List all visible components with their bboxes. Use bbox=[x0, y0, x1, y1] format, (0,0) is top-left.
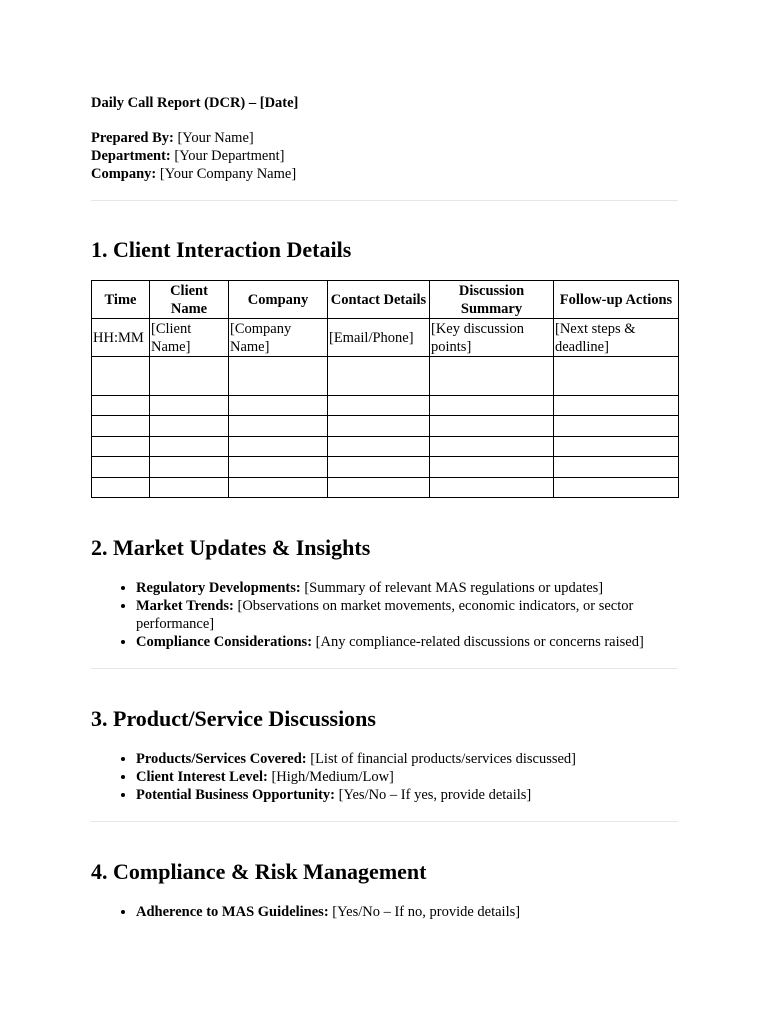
prepared-by-value: [Your Name] bbox=[177, 130, 254, 146]
table-cell bbox=[150, 416, 229, 437]
report-metadata bbox=[91, 129, 678, 183]
prepared-by-line bbox=[91, 129, 678, 147]
list-item-label: Regulatory Developments: bbox=[136, 580, 301, 596]
section-divider bbox=[91, 821, 678, 822]
table-cell bbox=[229, 437, 328, 457]
table-cell bbox=[92, 437, 150, 457]
table-cell-company: [Company Name] bbox=[229, 319, 328, 357]
table-cell bbox=[554, 416, 679, 437]
table-cell-follow-up-actions: [Next steps & deadline] bbox=[554, 319, 679, 357]
list-item bbox=[136, 786, 678, 804]
list-item bbox=[136, 903, 678, 921]
list-item bbox=[136, 768, 678, 786]
list-item-label: Adherence to MAS Guidelines: bbox=[136, 904, 329, 920]
table-cell bbox=[430, 357, 554, 396]
table-cell bbox=[92, 396, 150, 416]
table-row bbox=[92, 437, 679, 457]
list-item-label: Products/Services Covered: bbox=[136, 751, 307, 767]
department-label: Department: bbox=[91, 148, 171, 164]
company-label: Company: bbox=[91, 166, 157, 182]
column-header-client-name: Client Name bbox=[150, 281, 229, 319]
column-header-follow-up-actions: Follow-up Actions bbox=[554, 281, 679, 319]
table-cell bbox=[92, 457, 150, 478]
table-row bbox=[92, 357, 679, 396]
table-cell bbox=[229, 396, 328, 416]
table-cell bbox=[554, 357, 679, 396]
list-item-label: Compliance Considerations: bbox=[136, 634, 313, 650]
table-cell bbox=[229, 457, 328, 478]
list-item bbox=[136, 750, 678, 768]
table-cell bbox=[328, 416, 430, 437]
compliance-risk-list bbox=[91, 903, 678, 921]
section-heading-client-interaction: 1. Client Interaction Details bbox=[91, 237, 352, 262]
list-item-text: [Observations on market movements, economic indicators, or sector performance] bbox=[136, 598, 634, 632]
section-divider bbox=[91, 668, 678, 669]
client-interaction-table bbox=[91, 280, 679, 498]
table-cell bbox=[430, 478, 554, 498]
table-cell bbox=[92, 357, 150, 396]
table-cell bbox=[328, 437, 430, 457]
table-row bbox=[92, 396, 679, 416]
table-row bbox=[92, 457, 679, 478]
table-cell bbox=[430, 457, 554, 478]
table-cell bbox=[150, 437, 229, 457]
column-header-company: Company bbox=[229, 281, 328, 319]
column-header-contact-details: Contact Details bbox=[328, 281, 430, 319]
table-cell bbox=[554, 437, 679, 457]
document-title: Daily Call Report (DCR) – [Date] bbox=[91, 95, 299, 111]
table-cell-client-name: [Client Name] bbox=[150, 319, 229, 357]
table-cell bbox=[430, 396, 554, 416]
department-line bbox=[91, 147, 678, 165]
list-item bbox=[136, 579, 678, 597]
table-cell bbox=[92, 478, 150, 498]
table-cell bbox=[150, 478, 229, 498]
list-item-text: [High/Medium/Low] bbox=[271, 769, 394, 785]
table-cell bbox=[554, 478, 679, 498]
list-item-text: [List of financial products/services discussed] bbox=[310, 751, 576, 767]
table-cell-time: HH:MM bbox=[92, 319, 150, 357]
table-header-row bbox=[92, 281, 679, 319]
table-cell bbox=[328, 357, 430, 396]
table-cell bbox=[430, 437, 554, 457]
table-cell bbox=[92, 416, 150, 437]
list-item bbox=[136, 597, 678, 633]
table-cell bbox=[328, 478, 430, 498]
table-cell bbox=[430, 416, 554, 437]
list-item-text: [Any compliance-related discussions or concerns raised] bbox=[315, 634, 644, 650]
table-cell bbox=[328, 396, 430, 416]
table-row bbox=[92, 416, 679, 437]
table-cell bbox=[229, 416, 328, 437]
table-cell-discussion-summary: [Key discussion points] bbox=[430, 319, 554, 357]
list-item-label: Potential Business Opportunity: bbox=[136, 787, 335, 803]
table-cell bbox=[150, 457, 229, 478]
list-item-text: [Yes/No – If yes, provide details] bbox=[338, 787, 532, 803]
section-heading-compliance-risk: 4. Compliance & Risk Management bbox=[91, 859, 427, 884]
column-header-discussion-summary: Discussion Summary bbox=[430, 281, 554, 319]
list-item-text: [Yes/No – If no, provide details] bbox=[332, 904, 521, 920]
table-row bbox=[92, 478, 679, 498]
list-item-label: Client Interest Level: bbox=[136, 769, 268, 785]
table-row bbox=[92, 319, 679, 357]
section-heading-market-updates: 2. Market Updates & Insights bbox=[91, 535, 371, 560]
list-item-label: Market Trends: bbox=[136, 598, 234, 614]
table-cell bbox=[229, 478, 328, 498]
table-cell bbox=[150, 357, 229, 396]
prepared-by-label: Prepared By: bbox=[91, 130, 174, 146]
column-header-time: Time bbox=[92, 281, 150, 319]
section-divider bbox=[91, 200, 678, 201]
table-cell-contact-details: [Email/Phone] bbox=[328, 319, 430, 357]
table-cell bbox=[229, 357, 328, 396]
market-updates-list bbox=[91, 579, 678, 651]
list-item-text: [Summary of relevant MAS regulations or updates] bbox=[304, 580, 604, 596]
table-cell bbox=[554, 396, 679, 416]
document-content bbox=[91, 94, 678, 921]
table-cell bbox=[328, 457, 430, 478]
product-service-list bbox=[91, 750, 678, 804]
company-value: [Your Company Name] bbox=[159, 166, 297, 182]
table-cell bbox=[554, 457, 679, 478]
department-value: [Your Department] bbox=[174, 148, 285, 164]
table-cell bbox=[150, 396, 229, 416]
company-line bbox=[91, 165, 678, 183]
section-heading-product-service: 3. Product/Service Discussions bbox=[91, 706, 376, 731]
list-item bbox=[136, 633, 678, 651]
